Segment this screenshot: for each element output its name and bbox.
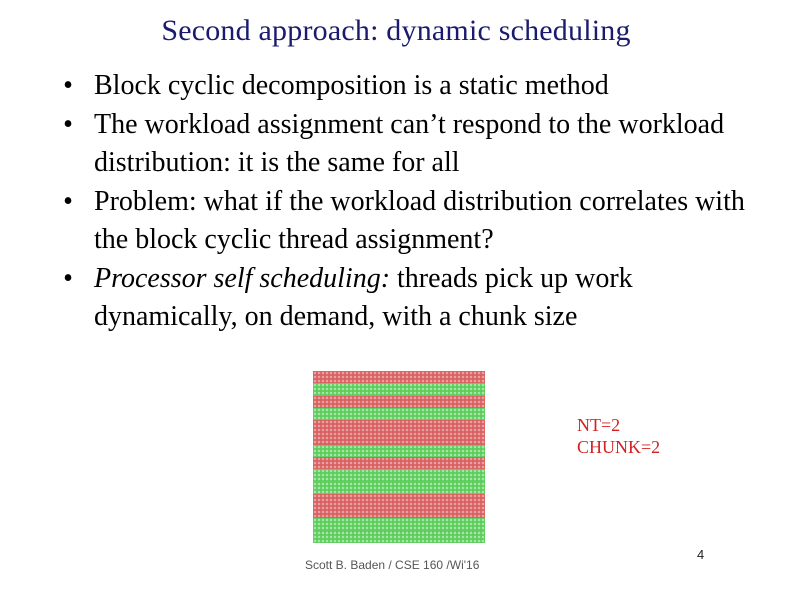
bullet-list xyxy=(58,67,758,337)
bullet-glyph: • xyxy=(63,262,73,294)
band-red xyxy=(313,396,485,409)
band-green xyxy=(313,482,485,495)
band-green xyxy=(313,408,485,421)
bullet-glyph: • xyxy=(63,185,73,217)
band-red xyxy=(313,420,485,433)
bullet-emphasis: Processor self scheduling: xyxy=(94,262,391,294)
page-title: Second approach: dynamic scheduling xyxy=(161,14,631,47)
band-red xyxy=(313,494,485,507)
bullet-glyph: • xyxy=(63,108,73,140)
bullet-text xyxy=(94,260,758,337)
bullet-glyph: • xyxy=(63,70,73,101)
bullet-item xyxy=(58,183,758,260)
workload-assignment-grid xyxy=(313,371,485,543)
bullet-item xyxy=(58,260,758,337)
band-green xyxy=(313,469,485,482)
bullet-text-rest: threads pick up work dynamically, on demand, with a chunk size xyxy=(94,262,633,332)
band-red xyxy=(313,371,485,384)
footer-credit: Scott B. Baden / CSE 160 /Wi'16 xyxy=(305,558,480,572)
band-green xyxy=(313,518,485,531)
chunk-label: CHUNK=2 xyxy=(577,437,661,457)
bullet-text: Block cyclic decomposition is a static method xyxy=(94,70,609,101)
band-red xyxy=(313,506,485,519)
band-red xyxy=(313,432,485,445)
nt-label: NT=2 xyxy=(577,415,621,435)
band-green xyxy=(313,383,485,396)
bullet-text: The workload assignment can’t respond to the workload distribution: it is the same for all xyxy=(94,108,725,178)
bullet-text: Problem: what if the workload distribution correlates with the block cyclic thread assignment? xyxy=(94,185,745,255)
bullet-item xyxy=(58,67,758,106)
band-red xyxy=(313,457,485,470)
band-green xyxy=(313,445,485,458)
schedule-params xyxy=(577,414,660,458)
band-green xyxy=(313,531,485,543)
page-number: 4 xyxy=(697,547,705,562)
bullet-item xyxy=(58,106,758,183)
